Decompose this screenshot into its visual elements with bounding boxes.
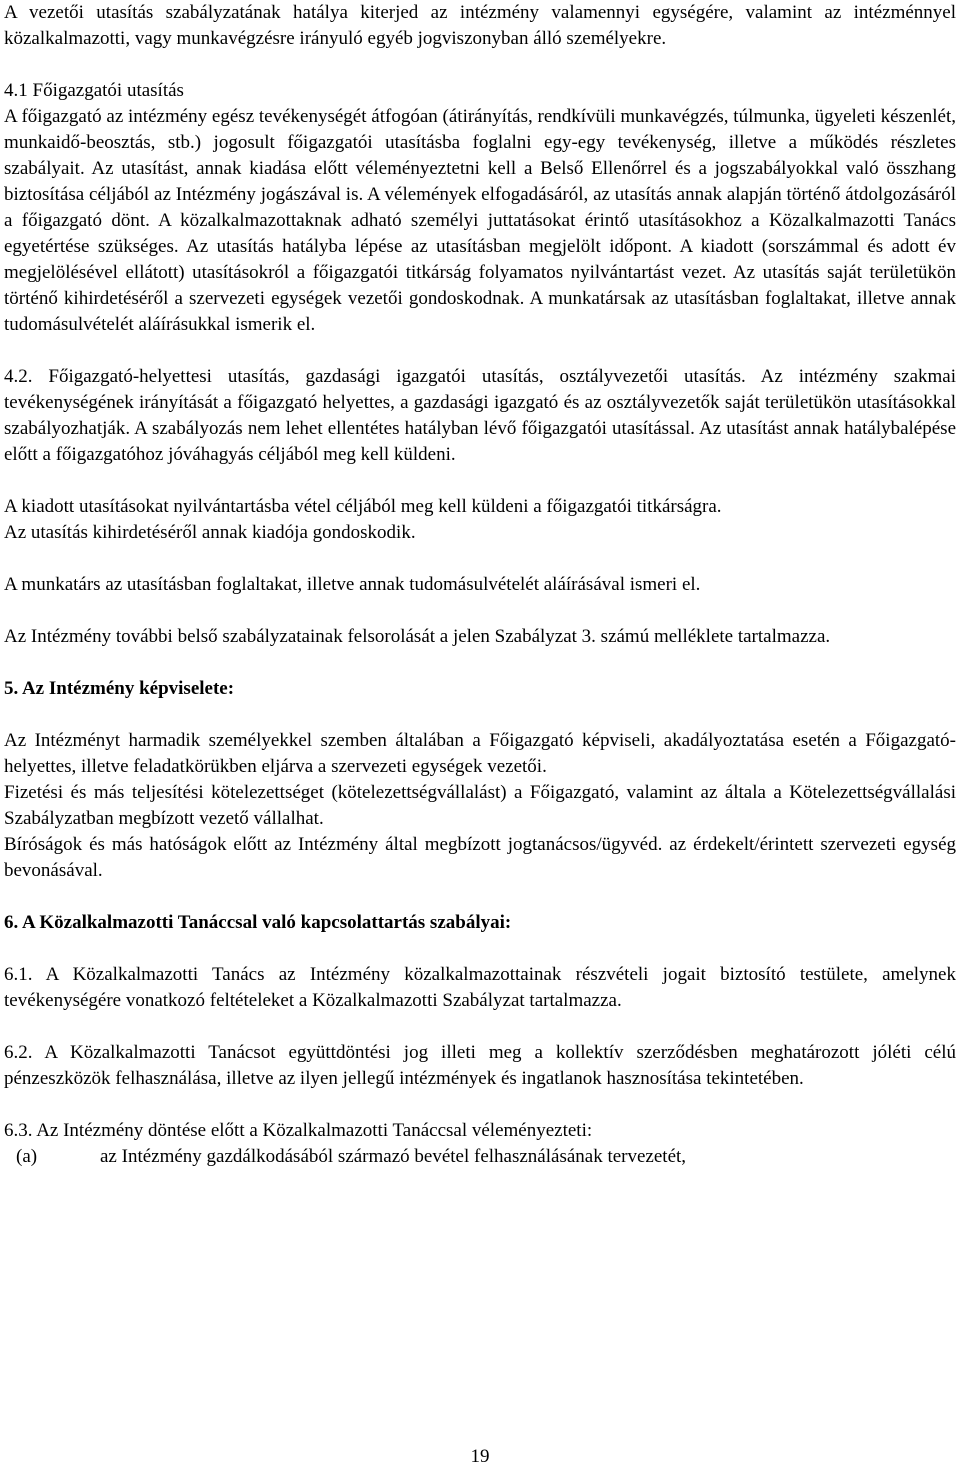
section-5-paragraph-b: Fizetési és más teljesítési kötelezettséget (kötelezettségvállalást) a Főigazgató, valamint az általa a Kötelezettségvállalási Szabályzatban megbízott vezető vállalhat.: [4, 782, 956, 829]
section-5-heading: 5. Az Intézmény képviselete:: [4, 678, 235, 699]
section-6-3-paragraph: 6.3. Az Intézmény döntése előtt a Közalkalmazotti Tanáccsal véleményezteti:: [4, 1120, 593, 1141]
announcement-paragraph: Az utasítás kihirdetéséről annak kiadója gondoskodik.: [4, 522, 416, 543]
section-4-1-title: 4.1 Főigazgatói utasítás: [4, 80, 184, 101]
list-item-text: az Intézmény gazdálkodásából származó bevétel felhasználásának tervezetét,: [100, 1146, 687, 1167]
section-6-1-paragraph: 6.1. A Közalkalmazotti Tanács az Intézmény közalkalmazottainak részvételi jogait biztosító testülete, amelynek tevékenységére vonatkozó feltételeket a Közalkalmazotti Szabályzat tartalmazza.: [4, 964, 956, 1011]
section-5-paragraph-c: Bíróságok és más hatóságok előtt az Intézmény által megbízott jogtanácsos/ügyvéd. az érdekelt/érintett szervezeti egység bevonásával.: [4, 834, 956, 881]
intro-paragraph: A vezetői utasítás szabályzatának hatálya kiterjed az intézmény valamennyi egységére, valamint az intézménnyel közalkalmazotti, vagy munkavégzésre irányuló egyéb jogviszonyban álló személyekre.: [4, 2, 956, 49]
section-4-1-body: A főigazgató az intézmény egész tevékenységét átfogóan (átirányítás, rendkívüli munkavégzés, túlmunka, ügyeleti készenlét, munkaidő-beosztás, stb.) jogosult főigazgatói utasításba foglalni egy-egy tevékenység, illetve a működés részletes szabályait. Az utasítást, annak kiadása előtt véleményeztetni kell a Belső Ellenőrrel és a jogszabályokkal való összhang biztosítása céljából az Intézmény jogászával is. A vélemények elfogadásáról, az utasítás annak alapján történő átdolgozásáról a főigazgató dönt. A közalkalmazottaknak adható személyi juttatásokat érintő utasításokhoz a Közalkalmazotti Tanács egyetértése szükséges. Az utasítás hatályba lépése az utasításban megjelölt időpont. A kiadott (sorszámmal és adott év megjelölésével ellátott) utasításokról a főigazgatói titkárság folyamatos nyilvántartást vezet. Az utasítás saját területükön történő kihirdetéséről a szervezeti egységek vezetői gondoskodnak. A munkatársak az utasításban foglaltakat, illetve annak tudomásulvételét aláírásukkal ismerik el.: [4, 106, 956, 335]
list-item-marker: (a): [16, 1146, 38, 1167]
employee-acknowledgement-paragraph: A munkatárs az utasításban foglaltakat, illetve annak tudomásulvételét aláírásával ismeri el.: [4, 574, 701, 595]
section-4-2-body: 4.2. Főigazgató-helyettesi utasítás, gazdasági igazgatói utasítás, osztályvezetői utasítás. Az intézmény szakmai tevékenységének irányítását a főigazgató helyettes, a gazdasági igazgató és az osztályvezetők saját területükön utasításokkal szabályozhatják. A szabályozás nem lehet ellentétes hatályban lévő főigazgatói utasítással. Az utasítást annak hatálybalépése előtt a főigazgatóhoz jóváhagyás céljából meg kell küldeni.: [4, 366, 956, 465]
section-5-paragraph-a: Az Intézményt harmadik személyekkel szemben általában a Főigazgató képviseli, akadályoztatása esetén a Főigazgató-helyettes, illetve feladatkörükben eljárva a szervezeti egységek vezetői.: [4, 730, 956, 777]
further-regulations-paragraph: Az Intézmény további belső szabályzatainak felsorolását a jelen Szabályzat 3. számú melléklete tartalmazza.: [4, 626, 831, 647]
list-item: [4, 1144, 956, 1170]
section-6-heading: 6. A Közalkalmazotti Tanáccsal való kapcsolattartás szabályai:: [4, 912, 512, 933]
page-number: 19: [470, 1446, 490, 1467]
issued-instructions-paragraph: A kiadott utasításokat nyilvántartásba vétel céljából meg kell küldeni a főigazgatói titkárságra.: [4, 496, 722, 517]
section-6-2-paragraph: 6.2. A Közalkalmazotti Tanácsot együttdöntési jog illeti meg a kollektív szerződésben meghatározott jóléti célú pénzeszközök felhasználása, illetve az ilyen jellegű intézmények és ingatlanok hasznosítása tekintetében.: [4, 1042, 956, 1089]
